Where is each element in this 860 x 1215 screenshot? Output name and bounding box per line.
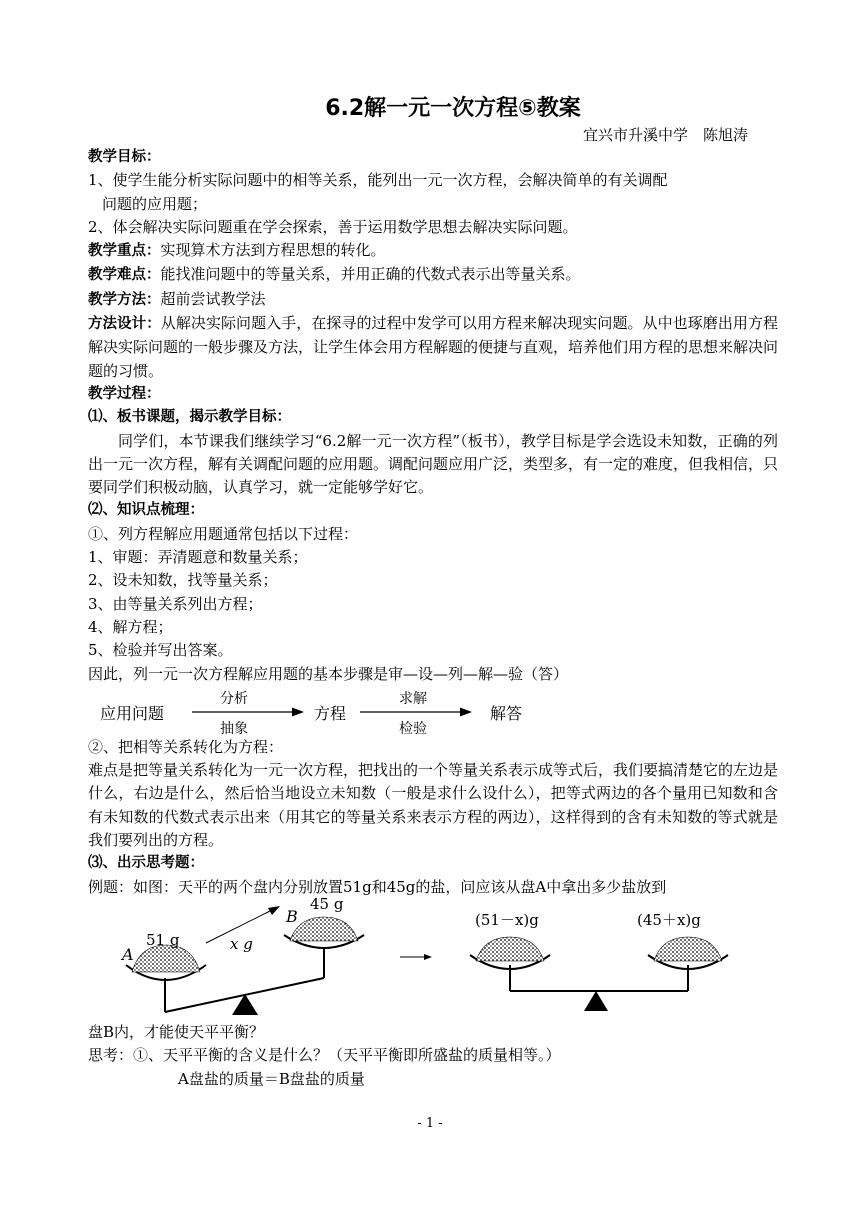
method-label: 教学方法： (88, 291, 161, 308)
design-label: 方法设计： (88, 316, 161, 333)
right-pan-after-mass: (45＋x)g (637, 910, 701, 929)
flow-arrow-2 (360, 706, 472, 718)
example-text: 例题：如图：天平的两个盘内分别放置51g和45g的盐，问应该从盘A中拿出多少盐放到 (88, 877, 667, 896)
objective-item-2: 2、体会解决实际问题重在学会探索，善于运用数学思想去解决实际问题。 (88, 217, 578, 236)
equation-formula: A盘盐的质量＝B盘盐的质量 (178, 1069, 365, 1088)
section-1-heading: ⑴、板书课题，揭示教学目标： (88, 409, 291, 426)
step-item: 1、审题：弄清题意和数量关系； (88, 548, 308, 567)
objective-item-1-cont: 问题的应用题； (102, 194, 208, 213)
flow-arrow-1 (192, 706, 304, 718)
document-page (88, 94, 778, 1091)
pan-b-mass: 45 g (310, 894, 344, 913)
example-text-cont: 盘B内，才能使天平平衡？ (88, 1022, 265, 1041)
design (88, 312, 778, 383)
process-heading: 教学过程： (88, 385, 161, 402)
flow-arrow-2-bottom-label: 检验 (399, 720, 427, 737)
step-item: 4、解方程； (88, 617, 173, 636)
flow-arrow-2-top-label: 求解 (399, 690, 427, 707)
objectives-heading: 教学目标： (88, 149, 161, 165)
page-number: - 1 - (417, 1116, 443, 1131)
pan-a-mass: 51 g (146, 930, 180, 949)
section-2-intro: ①、列方程解应用题通常包括以下过程： (88, 524, 359, 543)
design-text: 从解决实际问题入手，在探寻的过程中发学可以用方程来解决现实问题。从中也琢磨出用方程解决实际问题的一般步骤及方法，让学生体会用方程解题的便捷与直观，培养他们用方程的思想来解决问题的习惯。 (88, 314, 779, 380)
key-point-text: 实现算术方法到方程思想的转化。 (160, 241, 386, 260)
section-2-heading: ⑵、知识点梳理： (88, 502, 204, 519)
key-point (88, 239, 778, 263)
flow-diagram (88, 688, 778, 736)
page-title: 6.2解一元一次方程⑤教案 (325, 96, 581, 121)
pan-a-label: A (122, 944, 134, 964)
think-question: 思考：①、天平平衡的含义是什么？（天平平衡即所盛盐的质量相等。） (88, 1046, 561, 1065)
section-2-item-2: ②、把相等关系转化为方程： (88, 737, 284, 756)
flow-node-problem: 应用问题 (100, 703, 165, 723)
step-item: 5、检验并写出答案。 (88, 641, 233, 660)
flow-arrow-1-top-label: 分析 (220, 690, 248, 707)
method-text: 超前尝试教学法 (160, 289, 266, 308)
flow-node-answer: 解答 (490, 703, 523, 723)
left-pan-after-mass: (51－x)g (475, 910, 539, 929)
balance-figure (88, 894, 778, 1021)
section-3-heading: ⑶、出示思考题： (88, 855, 204, 872)
key-point-label: 教学重点： (88, 243, 161, 260)
method (88, 288, 778, 312)
author-line: 宜兴市升溪中学 陈旭涛 (582, 126, 748, 144)
difficulty-label: 教学难点： (88, 267, 161, 284)
objective-item-1: 1、使学生能分析实际问题中的相等关系，能列出一元一次方程，会解决简单的有关调配 (88, 171, 668, 190)
pan-b-label: B (286, 906, 298, 926)
step-item: 3、由等量关系列出方程； (88, 594, 263, 613)
step-item: 2、设未知数，找等量关系； (88, 571, 278, 590)
section-1-text: 同学们，本节课我们继续学习“6.2解一元一次方程”（板书），教学目标是学会选设未知数，正确的列出一元一次方程，解有关调配问题的应用题。调配问题应用广泛，类型多，有一定的难度，但我相信，只要同学们积极动脑，认真学习，就一定能够学好它。 (88, 431, 779, 497)
section-2-conclusion: 因此，列一元一次方程解应用题的基本步骤是审—设—列—解—验（答） (88, 664, 569, 683)
transfer-label: x g (230, 934, 253, 953)
difficulty (88, 263, 778, 287)
section-2-item-2-text: 难点是把等量关系转化为一元一次方程，把找出的一个等量关系表示成等式后，我们要搞清楚它的左边是什么，右边是什么，然后恰当地设立未知数（一般是求什么设什么），把等式两边的各个量用已知数和含有未知数的代数式表示出来（用其它的等量关系来表示方程的两边），这样得到的含有未知数的等式就是我们要列出的方程。 (88, 761, 779, 850)
difficulty-text: 能找准问题中的等量关系，并用正确的代数式表示出等量关系。 (160, 265, 581, 284)
flow-node-equation: 方程 (314, 703, 347, 723)
flow-arrow-1-bottom-label: 抽象 (220, 720, 248, 737)
